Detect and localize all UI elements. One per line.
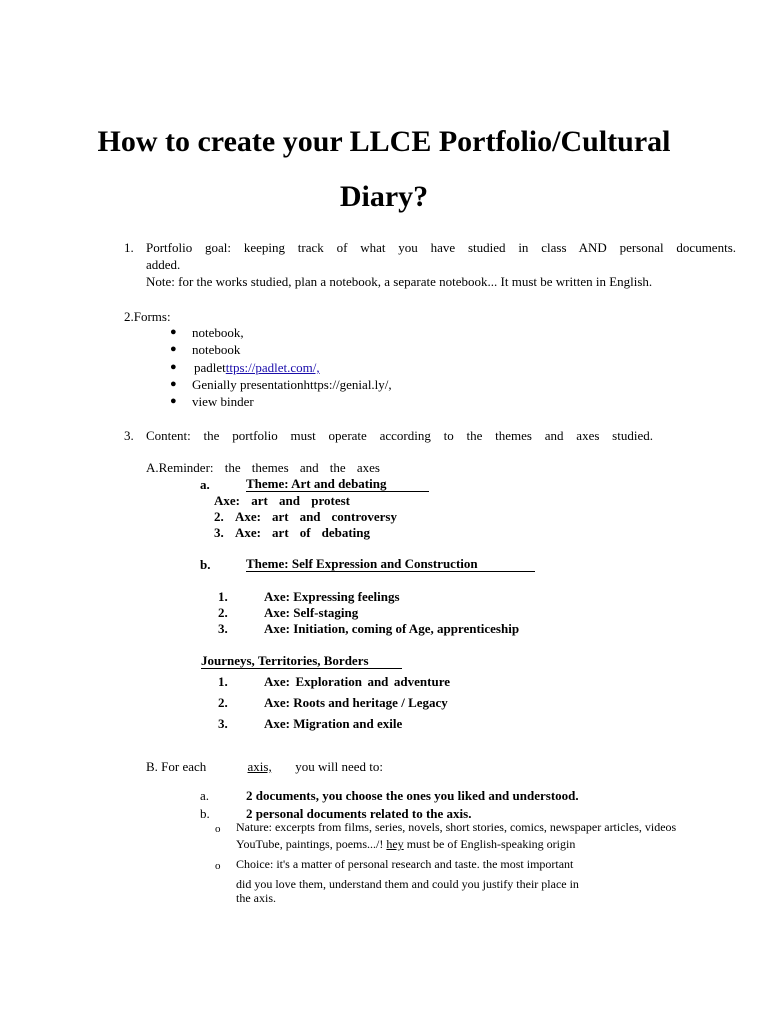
axe-number: 3. — [214, 525, 224, 540]
forms-item-3-label: padlet — [194, 360, 226, 375]
section-1-text-continued: added. — [146, 257, 181, 272]
forms-item-3 — [194, 360, 320, 376]
theme-c-label — [201, 654, 402, 669]
nature-line-2-end: must be of English-speaking origin — [406, 837, 576, 851]
theme-a-marker: a. — [200, 477, 210, 492]
section-3-number: 3. — [124, 428, 134, 443]
section-1-note: Note: for the works studied, plan a notebook, a separate notebook... It must be written in English. — [146, 274, 653, 289]
axe-number: 3. — [218, 621, 228, 636]
axe-number: 2. — [218, 605, 228, 620]
part-b-marker-b: b. — [200, 806, 210, 821]
reminder-heading: A.Reminder: the themes and the axes — [146, 460, 380, 475]
forms-item-2: notebook — [192, 342, 241, 357]
axe-exploration: Axe: Exploration and adventure — [264, 674, 450, 689]
choice-line-2: did you love them, understand them and could you justify their place in — [236, 877, 579, 891]
hey-word: hey — [386, 837, 404, 851]
bullet-icon: ● — [170, 361, 177, 373]
nature-line-2-start: YouTube, paintings, poems.../! — [236, 837, 384, 851]
theme-b-marker: b. — [200, 557, 211, 572]
axe-roots-heritage: Axe: Roots and heritage / Legacy — [264, 695, 448, 710]
bullet-icon: ● — [170, 326, 177, 338]
section-1-number: 1. — [124, 240, 134, 255]
bullet-icon: ● — [170, 343, 177, 355]
axe-number: 2. — [218, 695, 228, 710]
sub-bullet-icon: o — [215, 823, 221, 835]
section-2-heading: 2.Forms: — [124, 309, 171, 324]
theme-a-label-text: Theme: Art and debating — [246, 476, 387, 491]
section-3-text: Content: the portfolio must operate according to the themes and axes studied. — [146, 428, 653, 443]
axe-number: 1. — [218, 674, 228, 689]
part-b-intro-end: you will need to: — [295, 759, 383, 774]
part-b-item-a: 2 documents, you choose the ones you liked and understood. — [246, 788, 579, 803]
sub-bullet-icon: o — [215, 860, 221, 872]
bullet-icon: ● — [170, 395, 177, 407]
theme-b-label — [246, 557, 535, 572]
axe-art-protest: Axe: art and protest — [214, 493, 350, 508]
forms-item-5: view binder — [192, 394, 254, 409]
axe-number: 1. — [218, 589, 228, 604]
axe-initiation: Axe: Initiation, coming of Age, apprenticeship — [264, 621, 520, 636]
padlet-link[interactable]: ttps://padlet.com/, — [225, 360, 320, 375]
part-b-marker-a: a. — [200, 788, 210, 803]
axe-art-debating: Axe: art of debating — [235, 525, 370, 540]
part-b-axis-word: axis, — [247, 759, 272, 774]
axe-number: 3. — [218, 716, 228, 731]
theme-a-label — [246, 477, 429, 492]
section-1-text: Portfolio goal: keeping track of what you have studied in class AND personal documents. — [146, 240, 736, 255]
choice-line-1: Choice: it's a matter of personal research and taste. the most important — [236, 857, 574, 871]
choice-line-3: the axis. — [236, 891, 276, 905]
axe-migration-exile: Axe: Migration and exile — [264, 716, 403, 731]
page-title-line-2: Diary? — [339, 180, 429, 213]
forms-item-1: notebook, — [192, 325, 244, 340]
bullet-icon: ● — [170, 378, 177, 390]
forms-item-4: Genially presentationhttps://genial.ly/, — [192, 377, 392, 392]
part-b-item-b: 2 personal documents related to the axis. — [246, 806, 472, 821]
part-b-intro — [146, 759, 383, 775]
axe-art-controversy: Axe: art and controversy — [235, 509, 397, 524]
theme-b-label-text: Theme: Self Expression and Construction — [246, 556, 478, 571]
nature-line-1: Nature: excerpts from films, series, novels, short stories, comics, newspaper articles, videos — [236, 820, 677, 834]
page-title-line-1: How to create your LLCE Portfolio/Cultural — [97, 125, 671, 158]
axe-expressing-feelings: Axe: Expressing feelings — [264, 589, 400, 604]
nature-line-2 — [236, 837, 575, 852]
part-b-intro-start: B. For each — [146, 759, 207, 774]
theme-c-label-text: Journeys, Territories, Borders — [201, 653, 369, 668]
axe-number: 2. — [214, 509, 224, 524]
axe-self-staging: Axe: Self-staging — [264, 605, 359, 620]
